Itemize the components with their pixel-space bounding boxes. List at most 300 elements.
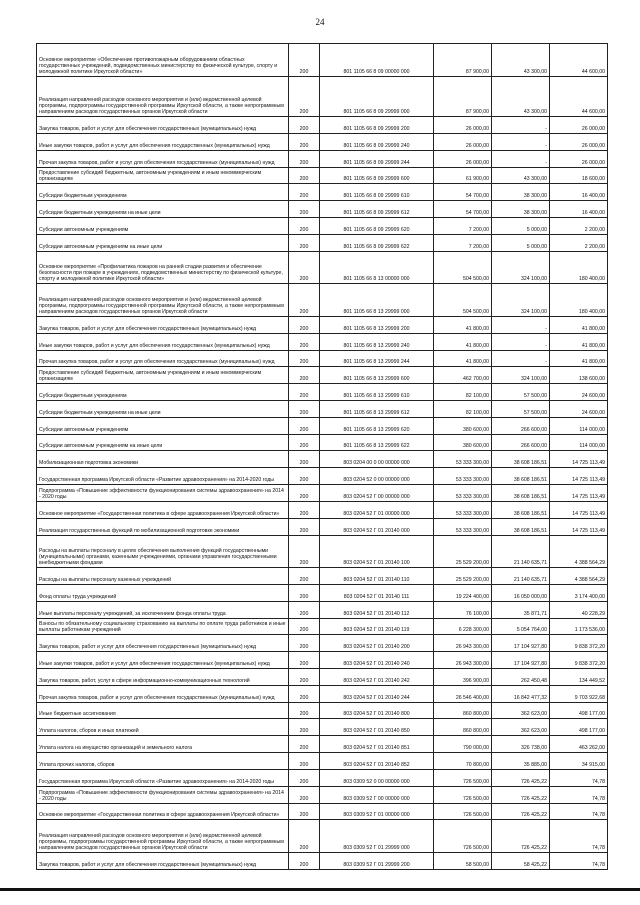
row-code-cell: 200 [288,619,319,635]
row-unexecuted-cell: 14 725 113,49 [549,451,607,467]
table-row [37,485,607,502]
row-approved-cell: 7 200,00 [433,235,491,251]
table-row [37,502,607,519]
table-row [37,820,607,853]
row-executed-cell: 262 450,48 [491,669,549,685]
row-unexecuted-cell: 40 228,29 [549,602,607,618]
row-executed-cell: - [491,117,549,133]
row-unexecuted-cell: 26 000,00 [549,151,607,167]
table-row [37,602,607,619]
row-name-cell: Реализация направлений расходов основного мероприятия и (или) ведомственной целевой программы, подпрограммы государственной программы Иркутской области, а также непрограммным направлениям расходов государственных органов Иркутской области [39,833,284,851]
row-code-cell: 200 [288,435,319,451]
row-classifier-cell: 803 0204 52 Г 01 20140 850 [319,719,433,735]
table-row [37,635,607,652]
row-executed-cell: 38 608 186,51 [491,468,549,484]
row-name-cell: Уплата прочих налогов, сборов [39,761,115,768]
row-classifier-cell: 801 1105 66 8 13 29999 620 [319,418,433,434]
table-row [37,284,607,317]
row-approved-cell: 53 333 300,00 [433,485,491,501]
table-row [37,736,607,753]
row-name-cell: Государственная программа Иркутской области «Развитие здравоохранения» на 2014-2020 годы [39,778,274,785]
row-approved-cell: 6 228 300,00 [433,619,491,635]
row-classifier-cell: 803 0204 52 Г 01 20140 242 [319,669,433,685]
row-unexecuted-cell: 74,78 [549,820,607,852]
row-unexecuted-cell: 41 800,00 [549,334,607,350]
row-executed-cell: 38 608 186,51 [491,485,549,501]
row-classifier-cell: 803 0204 52 Г 01 20140 800 [319,703,433,719]
table-row [37,787,607,804]
table-row [37,451,607,468]
row-executed-cell: - [491,151,549,167]
row-name-cell: Мобилизационная подготовка экономики [39,460,139,467]
row-code-cell: 200 [288,201,319,217]
row-classifier-cell: 801 1105 66 8 13 29999 612 [319,401,433,417]
row-classifier-cell: 801 1105 66 8 13 29999 000 [319,284,433,316]
row-code-cell: 200 [288,686,319,702]
row-approved-cell: 26 943 300,00 [433,635,491,651]
row-code-cell: 200 [288,502,319,518]
row-approved-cell: 70 800,00 [433,753,491,769]
row-name-cell: Закупка товаров, работ, услуг в сфере информационно-коммуникационных технологий [39,677,250,684]
row-name-cell: Взносы по обязательному социальному страхованию на выплаты по оплате труда работников и иные выплаты работникам учреждений [39,621,286,634]
row-name-cell: Субсидии бюджетным учреждениям [39,393,127,400]
row-name-cell: Субсидии бюджетным учреждениям на иные цели [39,409,161,416]
row-approved-cell: 53 333 300,00 [433,468,491,484]
table-row [37,77,607,118]
row-name-cell: Иные закупки товаров, работ и услуг для обеспечения государственных (муниципальных) нужд [39,661,270,668]
table-row [37,468,607,485]
row-executed-cell: - [491,317,549,333]
row-approved-cell: 380 600,00 [433,418,491,434]
table-row [37,770,607,787]
table-row [37,184,607,201]
row-approved-cell: 19 224 400,00 [433,585,491,601]
row-name-cell: Иные закупки товаров, работ и услуг для обеспечения государственных (муниципальных) нужд [39,342,270,349]
row-name-cell: Субсидии бюджетным учреждениям на иные цели [39,210,161,217]
row-name-cell: Основное мероприятие «Обеспечение противопожарным оборудованием областных государственных учреждений, подведомственных министерству по физической культуре, спорту и молодежной политике Иркутской области» [39,56,278,75]
row-classifier-cell: 803 0309 52 0 00 00000 000 [319,770,433,786]
table-row [37,168,607,185]
row-executed-cell: 17 104 927,80 [491,652,549,668]
row-code-cell: 200 [288,218,319,234]
table-row [37,585,607,602]
table-row [37,252,607,285]
row-unexecuted-cell: 44 600,00 [549,77,607,117]
row-unexecuted-cell: 14 725 113,49 [549,502,607,518]
row-name-cell: Иные бюджетные ассигнования [39,711,116,718]
row-executed-cell: 17 104 927,80 [491,635,549,651]
row-classifier-cell: 801 1105 66 8 09 00000 000 [319,44,433,76]
row-unexecuted-cell: 74,78 [549,804,607,820]
row-unexecuted-cell: 24 600,00 [549,384,607,400]
row-classifier-cell: 801 1105 66 8 09 29999 240 [319,134,433,150]
row-code-cell: 200 [288,367,319,383]
row-executed-cell: 38 608 186,51 [491,451,549,467]
page-number: 24 [315,17,325,27]
row-name-cell: Иные выплаты персоналу учреждений, за исключением фонда оплаты труда [39,610,226,617]
row-code-cell: 200 [288,468,319,484]
row-code-cell: 200 [288,602,319,618]
row-name-cell: Государственная программа Иркутской области «Развитие здравоохранения» на 2014-2020 годы [39,477,274,484]
row-unexecuted-cell: 9 838 372,20 [549,652,607,668]
row-approved-cell: 53 333 300,00 [433,502,491,518]
row-executed-cell: 726 425,22 [491,787,549,803]
row-classifier-cell: 803 0204 52 Г 01 20140 240 [319,652,433,668]
row-code-cell: 200 [288,252,319,284]
row-name-cell: Субсидии автономным учреждениям на иные цели [39,243,163,250]
row-classifier-cell: 801 1105 66 8 09 29999 600 [319,168,433,184]
row-approved-cell: 53 333 300,00 [433,451,491,467]
row-classifier-cell: 801 1105 66 8 09 29999 000 [319,77,433,117]
row-unexecuted-cell: 24 600,00 [549,401,607,417]
table-row [37,619,607,636]
row-approved-cell: 726 500,00 [433,770,491,786]
row-unexecuted-cell: 2 200,00 [549,218,607,234]
row-approved-cell: 26 000,00 [433,134,491,150]
row-classifier-cell: 801 1105 66 8 13 29999 244 [319,351,433,367]
row-classifier-cell: 803 0204 52 Г 01 20140 112 [319,602,433,618]
row-approved-cell: 87 900,00 [433,77,491,117]
row-code-cell: 200 [288,635,319,651]
row-classifier-cell: 801 1105 66 8 09 29999 244 [319,151,433,167]
row-unexecuted-cell: 14 725 113,49 [549,468,607,484]
row-code-cell: 200 [288,317,319,333]
row-approved-cell: 25 529 200,00 [433,568,491,584]
table-row [37,334,607,351]
row-approved-cell: 41 800,00 [433,317,491,333]
row-code-cell: 200 [288,536,319,568]
row-unexecuted-cell: 4 388 564,29 [549,568,607,584]
row-name-cell: Уплата налога на имущество организаций и земельного налога [39,745,192,752]
row-code-cell: 200 [288,284,319,316]
row-executed-cell: - [491,334,549,350]
row-approved-cell: 26 943 300,00 [433,652,491,668]
row-approved-cell: 54 700,00 [433,184,491,200]
row-classifier-cell: 803 0204 52 Г 01 20140 000 [319,519,433,535]
bottom-rule [0,888,640,891]
row-name-cell: Расходы на выплаты персоналу казенных учреждений [39,576,171,583]
table-row [37,134,607,151]
row-classifier-cell: 801 1105 66 8 09 29999 620 [319,218,433,234]
row-approved-cell: 41 800,00 [433,351,491,367]
table-row [37,384,607,401]
row-code-cell: 200 [288,820,319,852]
row-unexecuted-cell: 138 600,00 [549,367,607,383]
table-row [37,669,607,686]
row-code-cell: 200 [288,753,319,769]
row-unexecuted-cell: 3 174 400,00 [549,585,607,601]
row-classifier-cell: 803 0309 52 Г 00 00000 000 [319,787,433,803]
table-row [37,719,607,736]
row-code-cell: 200 [288,351,319,367]
row-executed-cell: 326 738,00 [491,736,549,752]
row-classifier-cell: 801 1105 66 8 13 29999 600 [319,367,433,383]
row-classifier-cell: 803 0204 52 Г 01 20140 244 [319,686,433,702]
row-executed-cell: 57 500,00 [491,384,549,400]
row-unexecuted-cell: 9 703 922,68 [549,686,607,702]
row-executed-cell: 726 425,22 [491,770,549,786]
row-name-cell: Прочая закупка товаров, работ и услуг для обеспечения государственных (муниципальных) нужд [39,694,275,701]
table-row [37,367,607,384]
row-unexecuted-cell: 14 725 113,49 [549,485,607,501]
row-unexecuted-cell: 14 725 113,49 [549,519,607,535]
row-approved-cell: 61 900,00 [433,168,491,184]
row-approved-cell: 26 000,00 [433,151,491,167]
table-row [37,151,607,168]
row-classifier-cell: 801 1105 66 8 09 29999 610 [319,184,433,200]
row-executed-cell: 362 623,00 [491,719,549,735]
row-executed-cell: 35 871,71 [491,602,549,618]
row-unexecuted-cell: 9 838 372,20 [549,635,607,651]
row-code-cell: 200 [288,519,319,535]
row-unexecuted-cell: 26 000,00 [549,117,607,133]
row-approved-cell: 726 500,00 [433,820,491,852]
row-executed-cell: 726 425,22 [491,804,549,820]
row-code-cell: 200 [288,804,319,820]
row-code-cell: 200 [288,568,319,584]
row-executed-cell: 43 300,00 [491,168,549,184]
row-code-cell: 200 [288,719,319,735]
row-executed-cell: 324 100,00 [491,367,549,383]
row-classifier-cell: 801 1105 66 8 13 29999 610 [319,384,433,400]
table-row [37,686,607,703]
row-classifier-cell: 803 0309 52 Г 01 29999 000 [319,820,433,852]
row-executed-cell: 58 425,22 [491,853,549,869]
row-unexecuted-cell: 114 000,00 [549,418,607,434]
row-unexecuted-cell: 74,78 [549,787,607,803]
row-unexecuted-cell: 180 400,00 [549,284,607,316]
row-name-cell: Закупка товаров, работ и услуг для обеспечения государственных (муниципальных) нужд [39,861,256,868]
row-code-cell: 200 [288,117,319,133]
row-approved-cell: 26 000,00 [433,117,491,133]
row-unexecuted-cell: 498 177,00 [549,703,607,719]
row-approved-cell: 76 100,00 [433,602,491,618]
row-approved-cell: 25 529 200,00 [433,536,491,568]
row-executed-cell: 21 140 635,71 [491,568,549,584]
row-name-cell: Субсидии автономным учреждениям [39,226,129,233]
row-approved-cell: 860 800,00 [433,719,491,735]
row-unexecuted-cell: 18 600,00 [549,168,607,184]
row-approved-cell: 504 500,00 [433,284,491,316]
row-classifier-cell: 803 0204 00 0 00 00000 000 [319,451,433,467]
row-executed-cell: 16 842 477,32 [491,686,549,702]
row-executed-cell: 324 100,00 [491,284,549,316]
row-unexecuted-cell: 41 800,00 [549,317,607,333]
row-code-cell: 200 [288,485,319,501]
row-name-cell: Основное мероприятие «Государственная политика в сфере здравоохранения Иркутской области» [39,510,280,517]
row-executed-cell: 362 623,00 [491,703,549,719]
row-code-cell: 200 [288,451,319,467]
row-code-cell: 200 [288,334,319,350]
row-executed-cell: 38 608 186,51 [491,502,549,518]
row-unexecuted-cell: 1 173 536,00 [549,619,607,635]
row-code-cell: 200 [288,736,319,752]
table-row [37,652,607,669]
row-approved-cell: 790 000,00 [433,736,491,752]
row-name-cell: Основное мероприятие «Профилактика пожаров на ранней стадии развития и обеспечение безопасности при пожаре в учреждениях, подведомственных министерству по физической культуре, спорту и молодежной политике Иркутской области» [39,264,283,283]
row-unexecuted-cell: 41 800,00 [549,351,607,367]
row-classifier-cell: 803 0204 52 Г 00 00000 000 [319,485,433,501]
row-code-cell: 200 [288,168,319,184]
row-unexecuted-cell: 74,78 [549,853,607,869]
row-approved-cell: 726 500,00 [433,787,491,803]
row-executed-cell: 266 600,00 [491,435,549,451]
row-code-cell: 200 [288,151,319,167]
row-code-cell: 200 [288,235,319,251]
row-executed-cell: 5 054 764,00 [491,619,549,635]
row-classifier-cell: 801 1105 66 8 13 29999 200 [319,317,433,333]
row-unexecuted-cell: 2 200,00 [549,235,607,251]
table-row [37,351,607,368]
row-name-cell: Прочая закупка товаров, работ и услуг для обеспечения государственных (муниципальных) нужд [39,359,275,366]
table-row [37,401,607,418]
row-unexecuted-cell: 74,78 [549,770,607,786]
row-approved-cell: 53 333 300,00 [433,519,491,535]
row-unexecuted-cell: 463 262,00 [549,736,607,752]
row-classifier-cell: 803 0204 52 Г 01 20140 100 [319,536,433,568]
row-classifier-cell: 801 1105 66 8 13 00000 000 [319,252,433,284]
row-unexecuted-cell: 498 177,00 [549,719,607,735]
row-classifier-cell: 801 1105 66 8 09 29999 622 [319,235,433,251]
row-approved-cell: 726 500,00 [433,804,491,820]
row-name-cell: Основное мероприятие «Государственная политика в сфере здравоохранения Иркутской области» [39,812,280,819]
table-row [37,519,607,536]
row-name-cell: Субсидии автономным учреждениям [39,426,129,433]
row-name-cell: Фонд оплаты труда учреждений [39,593,117,600]
row-code-cell: 200 [288,703,319,719]
row-name-cell: Закупка товаров, работ и услуг для обеспечения государственных (муниципальных) нужд [39,126,256,132]
budget-table [36,43,608,870]
row-unexecuted-cell: 180 400,00 [549,252,607,284]
row-executed-cell: 324 100,00 [491,252,549,284]
row-code-cell: 200 [288,134,319,150]
row-approved-cell: 504 500,00 [433,252,491,284]
row-code-cell: 200 [288,384,319,400]
row-classifier-cell: 803 0204 52 0 00 00000 000 [319,468,433,484]
row-executed-cell: 35 885,00 [491,753,549,769]
row-code-cell: 200 [288,853,319,869]
table-row [37,235,607,252]
row-executed-cell: 5 000,00 [491,218,549,234]
row-executed-cell: 38 300,00 [491,184,549,200]
row-code-cell: 200 [288,652,319,668]
table-row [37,703,607,720]
table-row [37,804,607,821]
row-classifier-cell: 803 0204 52 Г 01 20140 200 [319,635,433,651]
table-row [37,568,607,585]
row-approved-cell: 82 100,00 [433,401,491,417]
row-classifier-cell: 803 0204 52 Г 01 20140 110 [319,568,433,584]
table-row [37,117,607,134]
table-row [37,435,607,452]
row-name-cell: Подпрограмма «Повышение эффективности функционирования системы здравоохранения» на 2014 - 2020 годы [39,789,284,802]
row-executed-cell: 57 500,00 [491,401,549,417]
row-classifier-cell: 803 0204 52 Г 01 00000 000 [319,502,433,518]
row-name-cell: Уплата налогов, сборов и иных платежей [39,728,139,735]
row-unexecuted-cell: 4 388 564,29 [549,536,607,568]
row-executed-cell: 5 000,00 [491,235,549,251]
row-classifier-cell: 801 1105 66 8 09 29999 612 [319,201,433,217]
table-row [37,853,607,870]
row-name-cell: Прочая закупка товаров, работ и услуг для обеспечения государственных (муниципальных) нужд [39,159,275,166]
row-code-cell: 200 [288,44,319,76]
row-name-cell: Реализация направлений расходов основного мероприятия и (или) ведомственной целевой программы, подпрограммы государственной программы Иркутской области, а также непрограммным направлениям расходов государственных органов Иркутской области [39,296,284,315]
row-code-cell: 200 [288,669,319,685]
row-name-cell: Предоставление субсидий бюджетным, автономным учреждениям и иным некоммерческим организациям [39,370,262,383]
table-row [37,201,607,218]
row-name-cell: Субсидии автономным учреждениям на иные цели [39,443,163,450]
row-approved-cell: 26 546 400,00 [433,686,491,702]
row-classifier-cell: 803 0309 52 Г 01 29999 200 [319,853,433,869]
row-classifier-cell: 801 1105 66 8 09 29999 200 [319,117,433,133]
row-approved-cell: 87 900,00 [433,44,491,76]
table-row [37,218,607,235]
row-approved-cell: 54 700,00 [433,201,491,217]
row-classifier-cell: 803 0204 52 Г 01 20140 851 [319,736,433,752]
row-code-cell: 200 [288,77,319,117]
row-executed-cell: 38 608 186,51 [491,519,549,535]
row-unexecuted-cell: 26 000,00 [549,134,607,150]
row-name-cell: Реализация направлений расходов основного мероприятия и (или) ведомственной целевой программы, подпрограммы государственной программы Иркутской области, а также непрограммным направлениям расходов государственных органов Иркутской области [39,97,284,116]
row-name-cell: Субсидии бюджетным учреждениям [39,193,127,200]
row-name-cell: Реализация государственных функций по мобилизационной подготовке экономики [39,527,240,534]
row-code-cell: 200 [288,770,319,786]
row-name-cell: Расходы на выплаты персоналу в целях обеспечения выполнения функций государственными (муниципальными) органами, казенными учреждениями, органами управления государственными внебюджетными фондами [39,548,277,567]
table-row [37,418,607,435]
row-name-cell: Закупка товаров, работ и услуг для обеспечения государственных (муниципальных) нужд [39,325,256,332]
row-code-cell: 200 [288,401,319,417]
row-code-cell: 200 [288,184,319,200]
table-row [37,44,607,77]
table-row [37,753,607,770]
row-unexecuted-cell: 114 000,00 [549,435,607,451]
row-unexecuted-cell: 44 600,00 [549,44,607,76]
row-unexecuted-cell: 34 915,00 [549,753,607,769]
row-unexecuted-cell: 16 400,00 [549,184,607,200]
row-approved-cell: 462 700,00 [433,367,491,383]
row-unexecuted-cell: 16 400,00 [549,201,607,217]
row-name-cell: Предоставление субсидий бюджетным, автономным учреждениям и иным некоммерческим организациям [39,170,262,183]
row-name-cell: Иные закупки товаров, работ и услуг для обеспечения государственных (муниципальных) нужд [39,142,270,149]
row-executed-cell: 16 050 000,00 [491,585,549,601]
row-approved-cell: 58 500,00 [433,853,491,869]
row-code-cell: 200 [288,787,319,803]
row-executed-cell: - [491,351,549,367]
row-classifier-cell: 803 0204 52 Г 01 20140 111 [319,585,433,601]
row-classifier-cell: 801 1105 66 8 13 29999 622 [319,435,433,451]
row-executed-cell: 266 600,00 [491,418,549,434]
table-row [37,536,607,569]
row-unexecuted-cell: 134 449,52 [549,669,607,685]
row-approved-cell: 82 100,00 [433,384,491,400]
row-classifier-cell: 803 0204 52 Г 01 20140 119 [319,619,433,635]
row-approved-cell: 41 800,00 [433,334,491,350]
row-code-cell: 200 [288,585,319,601]
row-executed-cell: 21 140 635,71 [491,536,549,568]
row-classifier-cell: 801 1105 66 8 13 29999 240 [319,334,433,350]
row-executed-cell: 43 300,00 [491,44,549,76]
table-row [37,317,607,334]
row-executed-cell: 726 425,22 [491,820,549,852]
row-classifier-cell: 803 0204 52 Г 01 20140 852 [319,753,433,769]
row-name-cell: Подпрограмма «Повышение эффективности функционирования системы здравоохранения» на 2014 - 2020 годы [39,487,284,500]
row-approved-cell: 396 900,00 [433,669,491,685]
row-executed-cell: 43 300,00 [491,77,549,117]
row-approved-cell: 860 800,00 [433,703,491,719]
row-classifier-cell: 803 0309 52 Г 01 00000 000 [319,804,433,820]
row-name-cell: Закупка товаров, работ и услуг для обеспечения государственных (муниципальных) нужд [39,644,256,651]
row-executed-cell: - [491,134,549,150]
